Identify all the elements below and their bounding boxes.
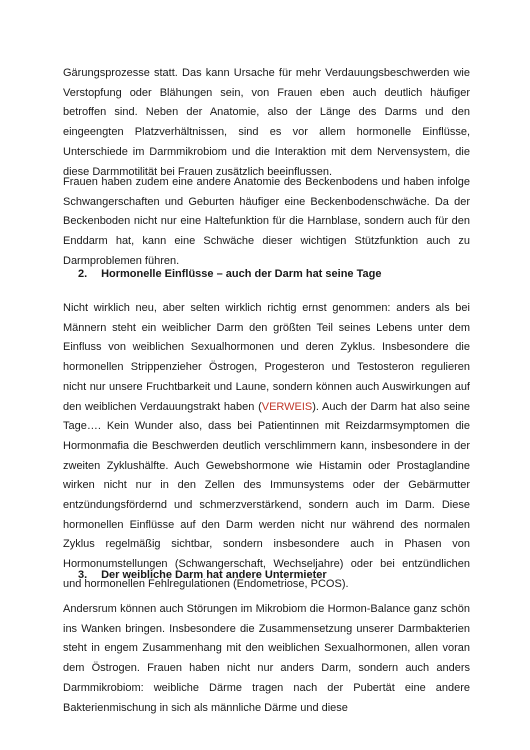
section-number: 2. [78,268,88,280]
paragraph-hormonal [63,299,470,595]
paragraph-microbiome: Andersrum können auch Störungen im Mikrobiom die Hormon-Balance ganz schön ins Wanken bringen. Insbesondere die Zusammensetzung unserer Darmbakterien steht in engem Zusammenhang mit den weiblichen Sexualhormonen, allen voran dem Östrogen. Frauen haben nicht nur anders Darm, sondern auch anders Darmmikrobiom: weibliche Därme tragen nach der Pubertät eine andere Bakterienmischung in sich als männliche Därme und diese [63,603,470,714]
section-heading-3 [78,567,327,583]
paragraph-intro: Gärungsprozesse statt. Das kann Ursache für mehr Verdauungsbeschwerden wie Verstopfung oder Blähungen sein, von Frauen eben auch deutlich häufiger betroffen sind. Neben der Anatomie, also der Länge des Darms und den eingeengten Platzverhältnissen, sind es vor allem hormonelle Einflüsse, Unterschiede im Darmmikrobiom und die Interaktion mit dem Nervensystem, die diese Darmmotilität bei Frauen zusätzlich beeinflussen. [63,67,470,178]
section-title: Der weibliche Darm hat andere Untermieter [101,569,327,581]
section-title: Hormonelle Einflüsse – auch der Darm hat seine Tage [101,268,382,280]
paragraph-text: Nicht wirklich neu, aber selten wirklich richtig ernst genommen: anders als bei Männern steht ein weiblicher Darm den größten Teil seines Lebens unter dem Einfluss von weiblichen Sexualhormonen und deren Zyklus. Insbesondere die hormonellen Strippenzieher Östrogen, Progesteron und Testosteron regulieren nicht nur unsere Fruchtbarkeit und Laune, sondern können auch Auswirkungen auf den weiblichen Verdauungstrakt haben ( [63,302,470,413]
paragraph-text: ). Auch der Darm hat also seine Tage…. Kein Wunder also, dass bei Patientinnen mit Reizdarmsymptomen die Hormonmafia die Beschwerden deutlich verschlimmern kann, insbesondere in der zweiten Zyklushälfte. Auch Gewebshormone wie Histamin oder Prostaglandine wirken nicht nur in den Zellen des Immunsystems oder der Gebärmutter entzündungsfördernd und schmerzverstärkend, sondern auch im Darm. Diese hormonellen Einflüsse auf den Darm werden nicht nur während des normalen Zyklus regelmäßig sichtbar, sondern insbesondere auch in Phasen von Hormonumstellungen (Schwangerschaft, Wechseljahre) oder bei entzündlichen und hormonellen Fehlregulationen (Endometriose, PCOS). [63,400,470,590]
section-number: 3. [78,569,88,581]
reference-link[interactable]: VERWEIS [261,400,313,413]
paragraph-pelvic-floor: Frauen haben zudem eine andere Anatomie des Beckenbodens und haben infolge Schwangerschaften und Geburten häufiger eine Beckenbodenschwäche. Da der Beckenboden nicht nur eine Haltefunktion für die Harnblase, sondern auch für den Enddarm hat, kann eine Schwäche dieser wichtigen Stützfunktion auch zu Darmproblemen führen. [63,176,470,267]
section-heading-2 [78,266,381,282]
